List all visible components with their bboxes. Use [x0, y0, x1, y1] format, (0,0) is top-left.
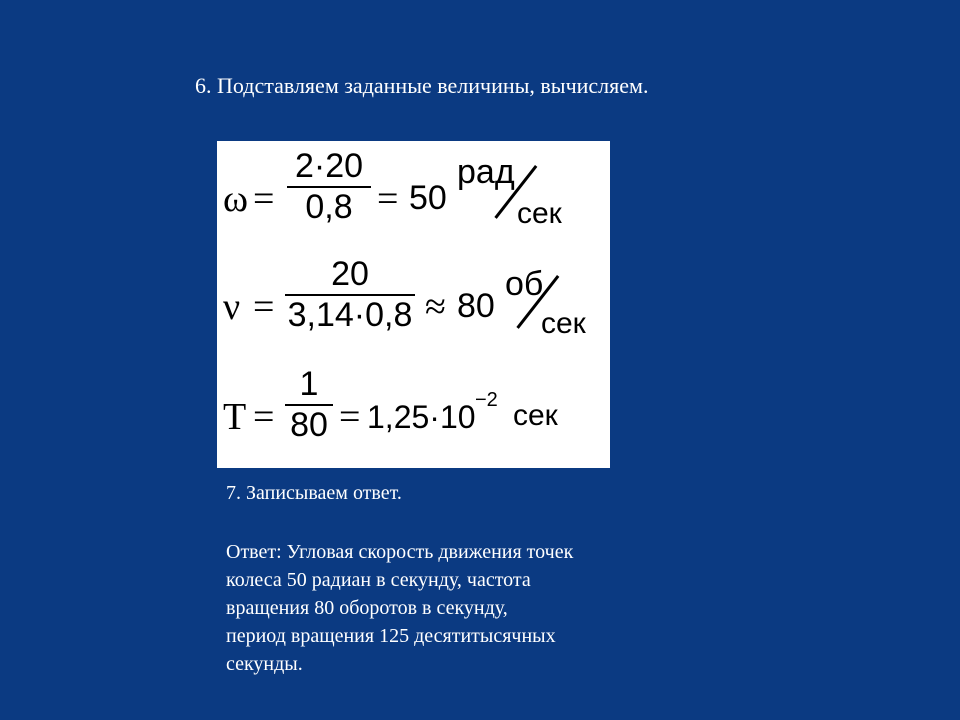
- omega-symbol: ω: [223, 178, 249, 220]
- answer-line: вращения 80 оборотов в секунду,: [226, 597, 508, 619]
- period-result: 1,25·10: [367, 399, 476, 435]
- answer-line: секунды.: [226, 653, 303, 675]
- answer-line: период вращения 125 десятитысячных: [226, 625, 556, 647]
- answer-text: [226, 538, 573, 678]
- nu-symbol: ν: [223, 286, 241, 328]
- omega-unit-denominator: сек: [517, 197, 562, 230]
- answer-line: колеса 50 радиан в секунду, частота: [226, 569, 531, 591]
- step-7-heading: 7. Записываем ответ.: [226, 482, 402, 504]
- omega-fraction: [287, 147, 371, 227]
- period-equals: =: [253, 396, 275, 438]
- answer-line: Ответ: Угловая скорость движения точек: [226, 541, 574, 563]
- nu-fraction: [285, 255, 415, 335]
- nu-equals: =: [253, 286, 275, 328]
- nu-unit-denominator: сек: [541, 307, 586, 340]
- period-fraction: [285, 365, 333, 445]
- omega-equals-2: =: [377, 178, 399, 220]
- nu-approx: ≈: [425, 286, 446, 328]
- omega-denominator: 0,8: [305, 188, 353, 226]
- nu-result: 80: [457, 287, 495, 325]
- period-exponent: −2: [475, 389, 498, 411]
- nu-numerator: 20: [331, 255, 369, 293]
- omega-result: 50: [409, 179, 447, 217]
- nu-denominator: 3,14·0,8: [287, 296, 413, 334]
- period-equals-2: =: [339, 396, 361, 438]
- omega-numerator: 2·20: [294, 147, 364, 185]
- nu-unit-numerator: об: [505, 265, 544, 303]
- omega-equals: =: [253, 178, 275, 220]
- formula-image: [217, 141, 610, 468]
- step-6-heading: 6. Подставляем заданные величины, вычисляем.: [195, 73, 649, 98]
- period-unit: сек: [513, 399, 558, 432]
- period-numerator: 1: [299, 365, 319, 403]
- omega-unit-numerator: рад: [457, 153, 515, 191]
- period-symbol: T: [223, 396, 247, 438]
- period-denominator: 80: [290, 406, 328, 444]
